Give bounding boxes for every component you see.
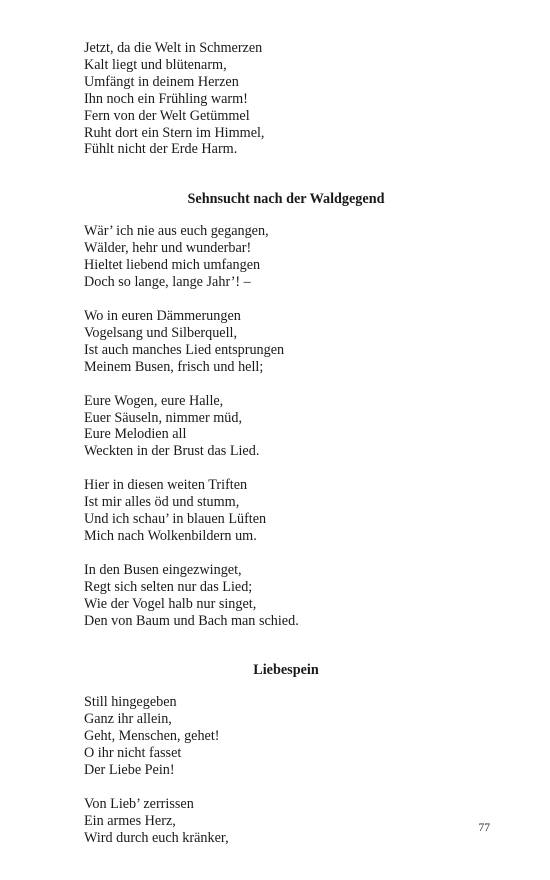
verse-line: Ist mir alles öd und stumm, bbox=[84, 494, 240, 511]
verse-line: Wo in euren Dämmerungen bbox=[84, 307, 241, 324]
verse-line: Euer Säuseln, nimmer müd, bbox=[84, 409, 243, 426]
verse-line: Fern von der Welt Getümmel bbox=[84, 107, 250, 124]
verse-line: Ruht dort ein Stern im Himmel, bbox=[84, 124, 265, 141]
stanza bbox=[84, 796, 494, 847]
poem-title: Liebespein bbox=[253, 662, 319, 679]
stanza bbox=[84, 40, 494, 158]
verse-line: Doch so lange, lange Jahr’! – bbox=[84, 274, 251, 291]
verse-line: Still hingegeben bbox=[84, 694, 177, 711]
poem-title: Sehnsucht nach der Waldgegend bbox=[187, 191, 385, 208]
verse-line: Hieltet liebend mich umfangen bbox=[84, 257, 261, 274]
verse-line: Wird durch euch kränker, bbox=[84, 829, 229, 846]
verse-line: Kalt liegt und blütenarm, bbox=[84, 56, 227, 73]
verse-line: Wär’ ich nie aus euch gegangen, bbox=[84, 223, 269, 240]
verse-line: In den Busen eingezwinget, bbox=[84, 561, 242, 578]
verse-line: Ein armes Herz, bbox=[84, 812, 176, 829]
verse-line: Und ich schau’ in blauen Lüften bbox=[84, 511, 267, 528]
stanza bbox=[84, 477, 494, 545]
verse-line: Von Lieb’ zerrissen bbox=[84, 796, 194, 812]
stanza bbox=[84, 308, 494, 376]
verse-line: O ihr nicht fasset bbox=[84, 745, 182, 762]
verse-line: Hier in diesen weiten Triften bbox=[84, 477, 248, 494]
stanza bbox=[84, 223, 494, 291]
verse-line: Wälder, hehr und wunderbar! bbox=[84, 240, 252, 257]
verse-line: Weckten in der Brust das Lied. bbox=[84, 443, 260, 460]
verse-line: Den von Baum und Bach man schied. bbox=[84, 612, 299, 629]
stanza bbox=[84, 694, 494, 779]
verse-line: Eure Wogen, eure Halle, bbox=[84, 392, 224, 409]
verse-line: Regt sich selten nur das Lied; bbox=[84, 578, 253, 595]
verse-line: Meinem Busen, frisch und hell; bbox=[84, 358, 264, 375]
verse-line: Geht, Menschen, gehet! bbox=[84, 728, 220, 745]
verse-line: Wie der Vogel halb nur singet, bbox=[84, 595, 257, 612]
verse-line: Ist auch manches Lied entsprungen bbox=[84, 341, 285, 358]
stanza bbox=[84, 562, 494, 630]
poem-text-block bbox=[84, 40, 494, 864]
page-number: 77 bbox=[478, 822, 490, 834]
verse-line: Ganz ihr allein, bbox=[84, 711, 172, 728]
verse-line: Eure Melodien all bbox=[84, 426, 187, 443]
verse-line: Fühlt nicht der Erde Harm. bbox=[84, 141, 238, 158]
verse-line: Mich nach Wolkenbildern um. bbox=[84, 527, 257, 544]
verse-line: Jetzt, da die Welt in Schmerzen bbox=[84, 40, 263, 56]
stanza bbox=[84, 393, 494, 461]
verse-line: Vogelsang und Silberquell, bbox=[84, 324, 238, 341]
verse-line: Der Liebe Pein! bbox=[84, 762, 175, 779]
verse-line: Umfängt in deinem Herzen bbox=[84, 73, 239, 90]
verse-line: Ihn noch ein Frühling warm! bbox=[84, 90, 248, 107]
